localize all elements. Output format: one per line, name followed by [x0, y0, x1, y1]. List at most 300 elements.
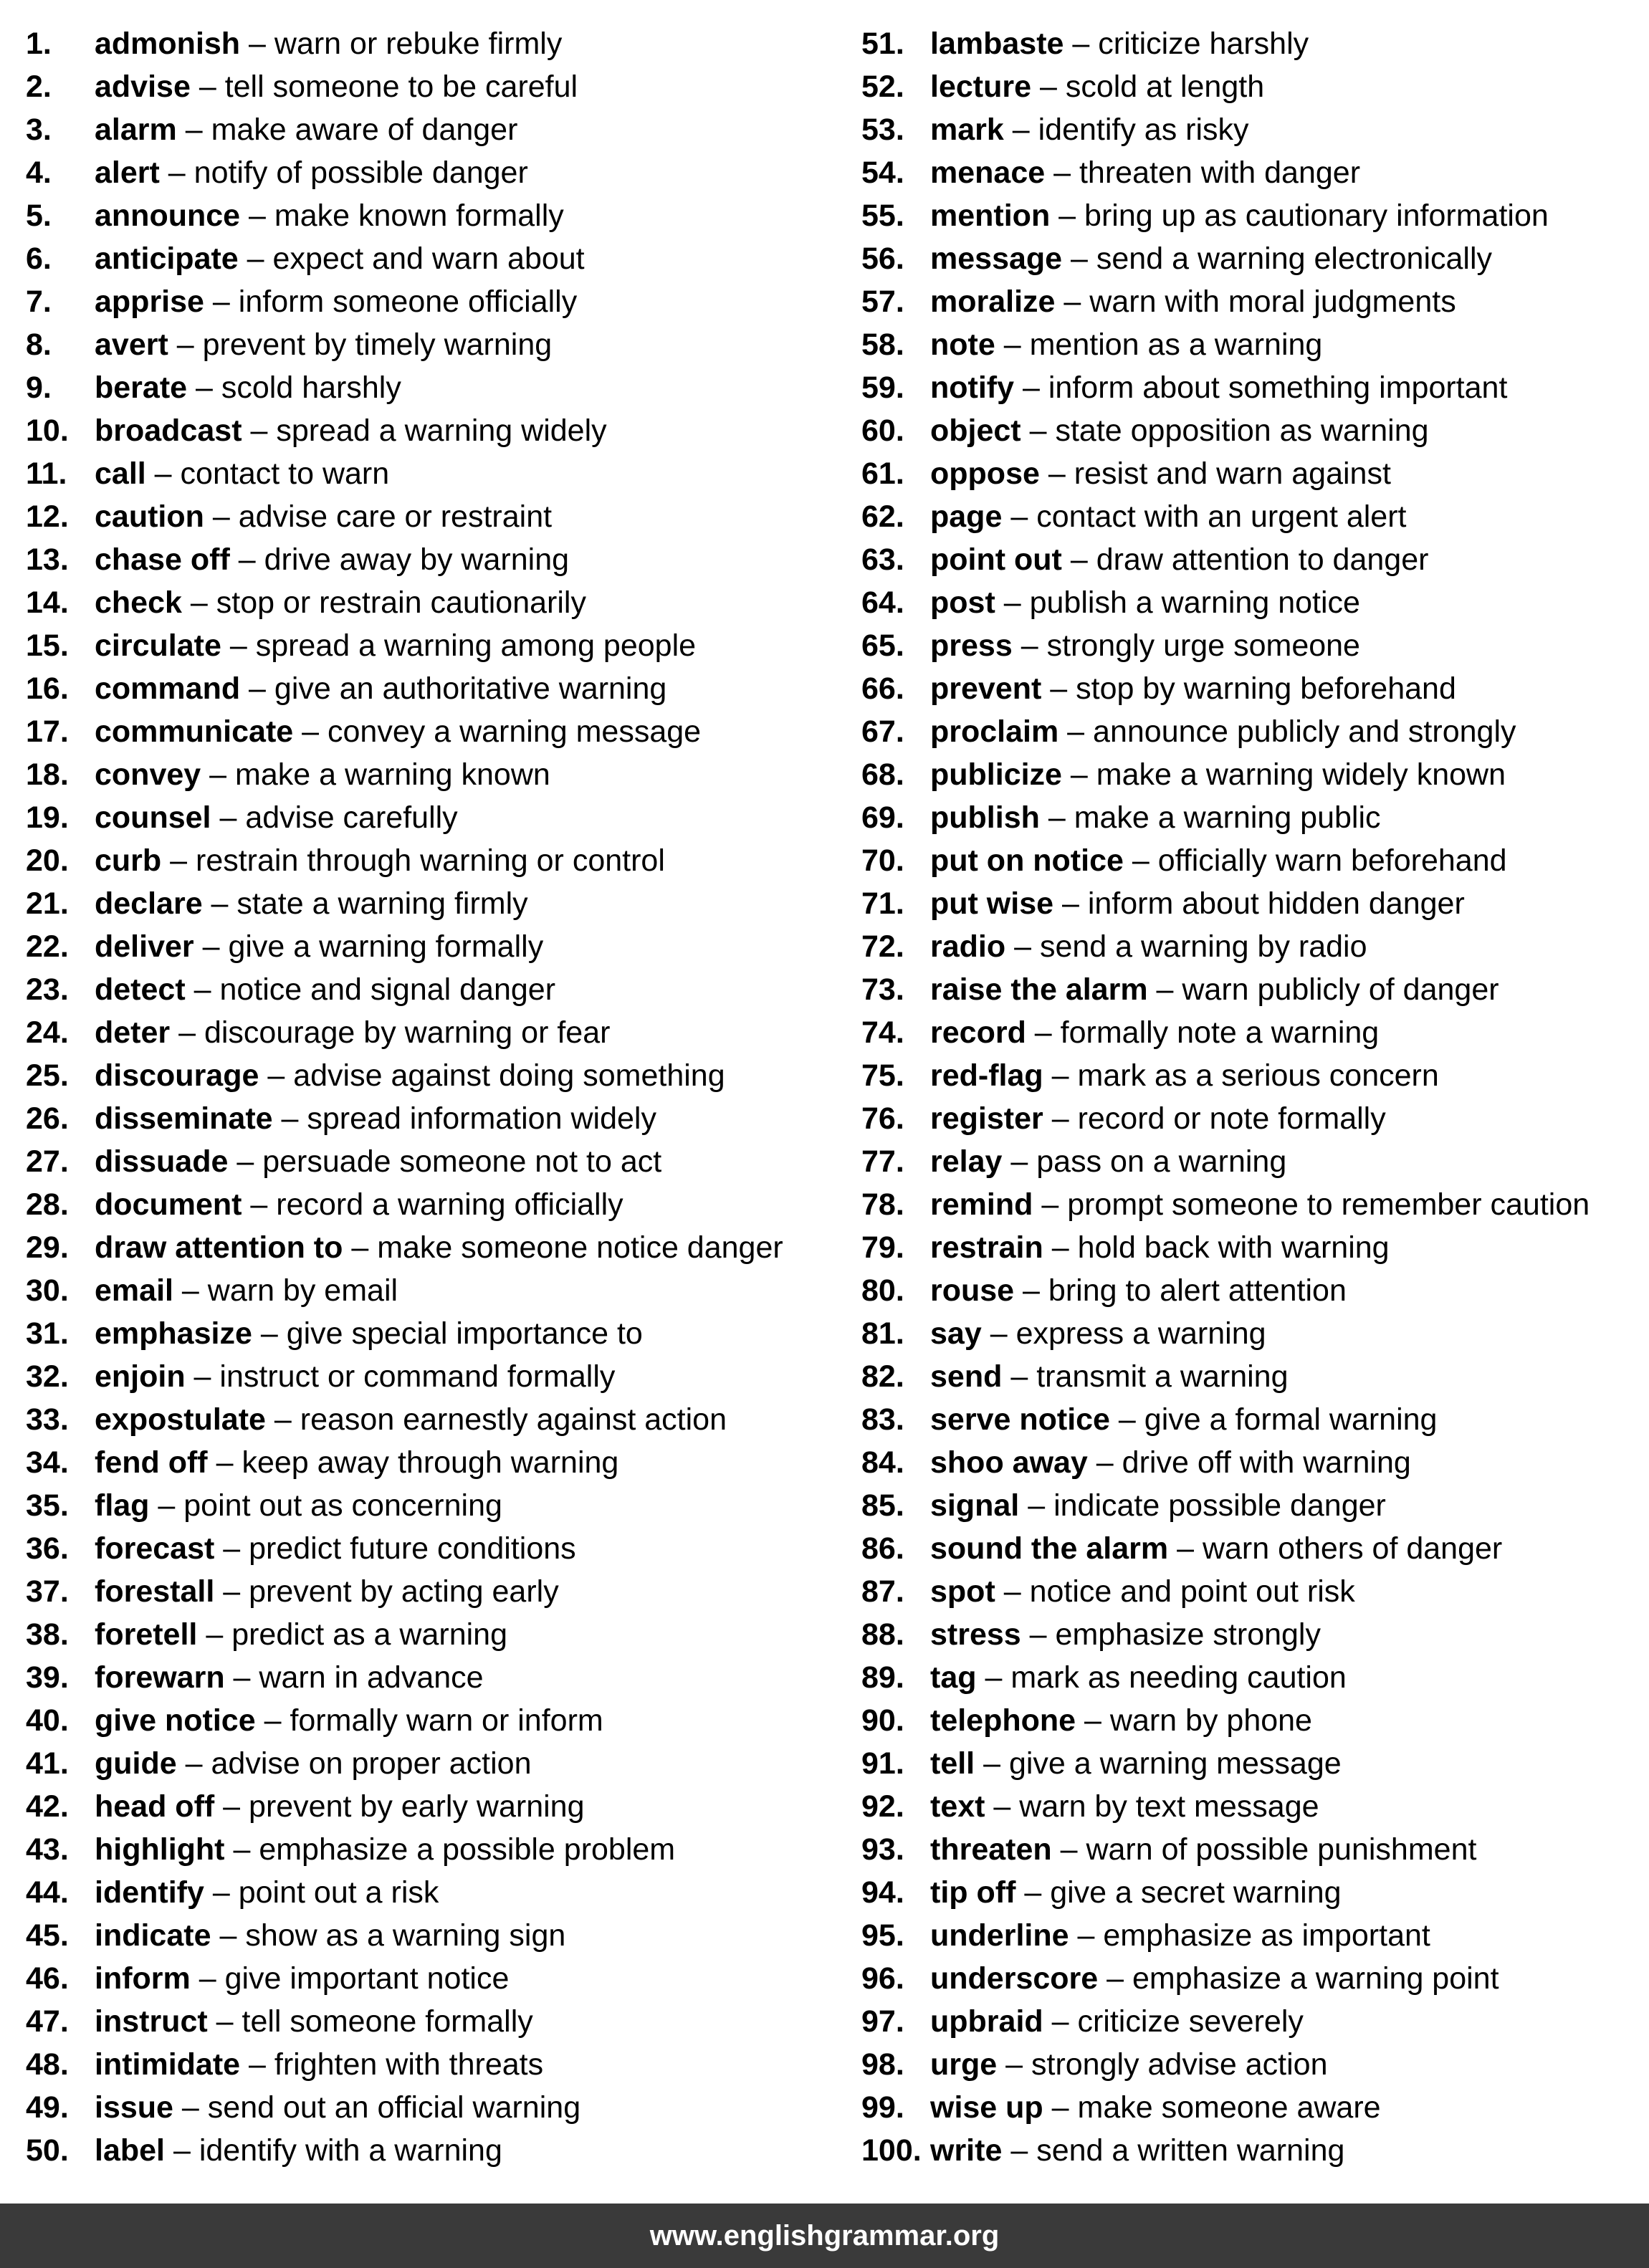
entry-definition: mark as needing caution: [1010, 1660, 1347, 1695]
entry-separator: –: [238, 241, 273, 276]
entry-number: 50.: [26, 2133, 69, 2168]
entry-term: threaten: [930, 1832, 1052, 1867]
entry-separator: –: [224, 1660, 259, 1695]
word-entry: [26, 65, 850, 108]
entry-separator: –: [214, 1531, 249, 1566]
entry-number: 68.: [861, 757, 904, 792]
entry-definition: publish a warning notice: [1029, 585, 1360, 620]
entry-definition: convey a warning message: [328, 714, 702, 749]
entry-term: tell: [930, 1746, 975, 1781]
entry-separator: –: [240, 27, 274, 61]
word-entry: [26, 452, 850, 495]
entry-term: forecast: [95, 1531, 215, 1566]
entry-definition: prompt someone to remember caution: [1067, 1187, 1590, 1222]
entry-separator: –: [1043, 1230, 1078, 1265]
entry-separator: –: [985, 1789, 1020, 1824]
word-entry: [26, 323, 850, 366]
entry-term: underscore: [930, 1961, 1099, 1996]
entry-number: 96.: [861, 1961, 904, 1996]
entry-separator: –: [224, 1832, 259, 1867]
entry-number: 23.: [26, 972, 69, 1007]
entry-definition: bring to alert attention: [1048, 1273, 1347, 1308]
entry-number: 89.: [861, 1660, 904, 1695]
entry-term: serve notice: [930, 1402, 1110, 1437]
entry-term: remind: [930, 1187, 1033, 1222]
word-entry: [861, 366, 1649, 409]
entry-definition: prevent by acting early: [249, 1574, 559, 1609]
entry-separator: –: [176, 1746, 211, 1781]
entry-term: register: [930, 1101, 1043, 1136]
entry-definition: point out a risk: [238, 1875, 439, 1910]
entry-separator: –: [1168, 1531, 1203, 1566]
entry-term: advise: [95, 70, 191, 104]
entry-definition: show as a warning sign: [245, 1918, 566, 1953]
entry-number: 40.: [26, 1703, 69, 1738]
entry-definition: notice and signal danger: [219, 972, 556, 1007]
word-entry: [861, 1398, 1649, 1441]
entry-term: spot: [930, 1574, 995, 1609]
entry-separator: –: [221, 628, 256, 663]
word-entry: [861, 1871, 1649, 1914]
entry-definition: restrain through warning or control: [196, 843, 665, 878]
entry-separator: –: [185, 1359, 220, 1394]
entry-separator: –: [240, 198, 274, 233]
entry-definition: state opposition as warning: [1055, 413, 1429, 448]
entry-number: 90.: [861, 1703, 904, 1738]
entry-term: disseminate: [95, 1101, 273, 1136]
entry-definition: scold harshly: [221, 370, 401, 405]
entry-term: anticipate: [95, 241, 239, 276]
word-entry: [26, 624, 850, 667]
entry-number: 76.: [861, 1101, 904, 1136]
entry-separator: –: [211, 1918, 246, 1953]
entry-number: 21.: [26, 886, 69, 921]
entry-separator: –: [975, 1746, 1009, 1781]
entry-number: 17.: [26, 714, 69, 749]
entry-number: 79.: [861, 1230, 904, 1265]
entry-definition: prevent by timely warning: [202, 327, 553, 362]
entry-number: 98.: [861, 2047, 904, 2082]
entry-separator: –: [1039, 456, 1074, 491]
entry-definition: notify of possible danger: [193, 155, 528, 190]
entry-separator: –: [1076, 1703, 1110, 1738]
word-entry: [861, 667, 1649, 710]
entry-separator: –: [995, 585, 1030, 620]
entry-term: chase off: [95, 542, 230, 577]
entry-definition: expect and warn about: [272, 241, 585, 276]
entry-definition: emphasize a warning point: [1132, 1961, 1499, 1996]
word-entry: [861, 1656, 1649, 1699]
entry-number: 75.: [861, 1058, 904, 1093]
entry-definition: record or note formally: [1077, 1101, 1386, 1136]
entry-term: rouse: [930, 1273, 1015, 1308]
entry-number: 20.: [26, 843, 69, 878]
entry-term: guide: [95, 1746, 177, 1781]
entry-number: 12.: [26, 499, 69, 534]
word-entry: [861, 1484, 1649, 1527]
entry-term: caution: [95, 499, 204, 534]
entry-definition: bring up as cautionary information: [1084, 198, 1549, 233]
entry-definition: express a warning: [1015, 1316, 1266, 1351]
entry-number: 35.: [26, 1488, 69, 1523]
entry-definition: transmit a warning: [1036, 1359, 1289, 1394]
entry-number: 93.: [861, 1832, 904, 1867]
entry-definition: give special importance to: [286, 1316, 643, 1351]
entry-number: 13.: [26, 542, 69, 577]
entry-number: 46.: [26, 1961, 69, 1996]
entry-term: circulate: [95, 628, 221, 663]
entry-separator: –: [165, 2133, 199, 2168]
entry-separator: –: [259, 1058, 294, 1093]
entry-separator: –: [1061, 542, 1096, 577]
entry-number: 85.: [861, 1488, 904, 1523]
word-entry: [861, 1269, 1649, 1312]
entry-separator: –: [981, 1316, 1016, 1351]
entry-definition: strongly advise action: [1031, 2047, 1328, 2082]
word-entry: [861, 280, 1649, 323]
word-entry: [26, 1785, 850, 1828]
entry-number: 61.: [861, 456, 904, 491]
word-entry: [26, 968, 850, 1011]
word-entry: [26, 1226, 850, 1269]
entry-definition: inform about something important: [1048, 370, 1508, 405]
word-entry: [26, 1441, 850, 1484]
word-entry: [861, 581, 1649, 624]
entry-term: relay: [930, 1144, 1003, 1179]
word-entry: [26, 1011, 850, 1054]
entry-term: check: [95, 585, 182, 620]
entry-term: object: [930, 413, 1021, 448]
entry-separator: –: [255, 1703, 290, 1738]
entry-number: 78.: [861, 1187, 904, 1222]
entry-term: foretell: [95, 1617, 198, 1652]
entry-term: emphasize: [95, 1316, 252, 1351]
entry-separator: –: [207, 1445, 242, 1480]
entry-definition: inform someone officially: [238, 284, 578, 319]
entry-definition: mention as a warning: [1029, 327, 1323, 362]
word-entry: [26, 1097, 850, 1140]
entry-number: 44.: [26, 1875, 69, 1910]
entry-separator: –: [187, 370, 221, 405]
entry-number: 4.: [26, 155, 52, 190]
entry-term: publish: [930, 800, 1040, 835]
entry-definition: warn or rebuke firmly: [274, 27, 563, 61]
entry-term: counsel: [95, 800, 211, 835]
word-entry: [861, 1097, 1649, 1140]
entry-number: 88.: [861, 1617, 904, 1652]
entry-number: 73.: [861, 972, 904, 1007]
entry-term: wise up: [930, 2090, 1043, 2125]
entry-number: 38.: [26, 1617, 69, 1652]
entry-number: 62.: [861, 499, 904, 534]
entry-definition: send a warning electronically: [1096, 241, 1493, 276]
entry-separator: –: [211, 800, 246, 835]
entry-term: instruct: [95, 2004, 208, 2039]
entry-definition: mark as a serious concern: [1077, 1058, 1439, 1093]
entry-separator: –: [265, 1402, 300, 1437]
word-entry: [861, 108, 1649, 151]
word-entry: [26, 409, 850, 452]
entry-separator: –: [176, 113, 211, 147]
entry-number: 33.: [26, 1402, 69, 1437]
entry-separator: –: [252, 1316, 287, 1351]
entry-term: expostulate: [95, 1402, 266, 1437]
word-entry: [861, 753, 1649, 796]
entry-term: tag: [930, 1660, 977, 1695]
entry-term: upbraid: [930, 2004, 1043, 2039]
entry-term: email: [95, 1273, 173, 1308]
word-entry: [26, 2086, 850, 2129]
entry-definition: warn by phone: [1109, 1703, 1312, 1738]
word-entry: [26, 538, 850, 581]
entry-separator: –: [201, 757, 236, 792]
entry-term: write: [930, 2133, 1003, 2168]
word-entry: [861, 882, 1649, 925]
entry-number: 36.: [26, 1531, 69, 1566]
entry-term: alert: [95, 155, 160, 190]
entry-term: declare: [95, 886, 203, 921]
entry-term: convey: [95, 757, 201, 792]
entry-term: draw attention to: [95, 1230, 343, 1265]
entry-separator: –: [1050, 198, 1085, 233]
entry-number: 53.: [861, 113, 904, 147]
entry-definition: warn by email: [207, 1273, 398, 1308]
entry-definition: send a warning by radio: [1039, 929, 1367, 964]
word-entry: [861, 1742, 1649, 1785]
entry-definition: warn others of danger: [1202, 1531, 1503, 1566]
entry-number: 84.: [861, 1445, 904, 1480]
entry-number: 30.: [26, 1273, 69, 1308]
entry-number: 9.: [26, 370, 52, 405]
word-entry: [861, 796, 1649, 839]
entry-number: 77.: [861, 1144, 904, 1179]
entry-separator: –: [1041, 671, 1076, 706]
entry-definition: stop or restrain cautionarily: [216, 585, 586, 620]
entry-definition: give a warning formally: [228, 929, 544, 964]
entry-separator: –: [168, 327, 203, 362]
entry-number: 6.: [26, 241, 52, 276]
entry-definition: give an authoritative warning: [274, 671, 667, 706]
entry-number: 19.: [26, 800, 69, 835]
entry-number: 48.: [26, 2047, 69, 2082]
entry-term: oppose: [930, 456, 1040, 491]
word-entry: [26, 1656, 850, 1699]
entry-definition: emphasize strongly: [1055, 1617, 1321, 1652]
entry-term: notify: [930, 370, 1015, 405]
word-entry: [26, 1871, 850, 1914]
entry-number: 70.: [861, 843, 904, 878]
entry-separator: –: [190, 70, 225, 104]
entry-definition: resist and warn against: [1074, 456, 1391, 491]
entry-term: communicate: [95, 714, 294, 749]
word-entry: [26, 1312, 850, 1355]
entry-term: red-flag: [930, 1058, 1043, 1093]
entry-separator: –: [1062, 241, 1096, 276]
word-entry: [26, 1355, 850, 1398]
word-entry: [861, 1226, 1649, 1269]
entry-separator: –: [1087, 1445, 1122, 1480]
word-entry: [861, 968, 1649, 1011]
entry-term: mention: [930, 198, 1051, 233]
entry-term: raise the alarm: [930, 972, 1148, 1007]
entry-definition: emphasize as important: [1103, 1918, 1430, 1953]
entry-separator: –: [214, 1574, 249, 1609]
word-entry: [861, 710, 1649, 753]
entry-separator: –: [1005, 929, 1040, 964]
entry-definition: reason earnestly against action: [300, 1402, 727, 1437]
entry-term: head off: [95, 1789, 215, 1824]
entry-number: 69.: [861, 800, 904, 835]
entry-number: 54.: [861, 155, 904, 190]
word-entry: [26, 1484, 850, 1527]
entry-separator: –: [1031, 70, 1066, 104]
word-entry: [861, 1054, 1649, 1097]
entry-separator: –: [1064, 27, 1099, 61]
entry-number: 47.: [26, 2004, 69, 2039]
entry-term: publicize: [930, 757, 1062, 792]
word-entry: [26, 108, 850, 151]
entry-separator: –: [214, 1789, 249, 1824]
entry-separator: –: [1021, 413, 1056, 448]
entry-separator: –: [1055, 284, 1090, 319]
entry-definition: give a formal warning: [1144, 1402, 1438, 1437]
entry-term: deliver: [95, 929, 194, 964]
entry-term: deter: [95, 1015, 171, 1050]
entry-number: 97.: [861, 2004, 904, 2039]
word-entry: [26, 2043, 850, 2086]
entry-number: 71.: [861, 886, 904, 921]
word-entry: [26, 1957, 850, 2000]
entry-number: 37.: [26, 1574, 69, 1609]
word-entry: [861, 323, 1649, 366]
entry-definition: contact to warn: [180, 456, 390, 491]
entry-term: issue: [95, 2090, 173, 2125]
entry-separator: –: [173, 2090, 208, 2125]
entry-term: curb: [95, 843, 162, 878]
entry-term: stress: [930, 1617, 1021, 1652]
entry-term: lecture: [930, 70, 1032, 104]
word-entry: [26, 1570, 850, 1613]
entry-separator: –: [1043, 1101, 1078, 1136]
entry-number: 39.: [26, 1660, 69, 1695]
entry-term: forestall: [95, 1574, 215, 1609]
entry-definition: make a warning public: [1074, 800, 1381, 835]
entry-definition: warn of possible punishment: [1086, 1832, 1477, 1867]
entry-separator: –: [1045, 155, 1079, 190]
entry-number: 14.: [26, 585, 69, 620]
entry-separator: –: [185, 972, 220, 1007]
word-entry: [26, 1742, 850, 1785]
entry-separator: –: [1098, 1961, 1133, 1996]
entry-definition: drive away by warning: [264, 542, 570, 577]
word-entry: [861, 151, 1649, 194]
entry-number: 25.: [26, 1058, 69, 1093]
entry-definition: spread a warning widely: [276, 413, 607, 448]
entry-separator: –: [1002, 1144, 1037, 1179]
entry-separator: –: [207, 2004, 242, 2039]
entry-definition: officially warn beforehand: [1157, 843, 1507, 878]
entry-term: tip off: [930, 1875, 1016, 1910]
word-entry: [861, 1785, 1649, 1828]
footer-bar: [0, 2204, 1649, 2268]
entry-definition: advise on proper action: [211, 1746, 532, 1781]
entry-number: 83.: [861, 1402, 904, 1437]
entry-separator: –: [1051, 1832, 1086, 1867]
entry-definition: send out an official warning: [207, 2090, 581, 2125]
entry-separator: –: [1123, 843, 1158, 878]
entry-separator: –: [159, 155, 194, 190]
entry-number: 94.: [861, 1875, 904, 1910]
entry-separator: –: [1069, 1918, 1104, 1953]
entry-term: restrain: [930, 1230, 1043, 1265]
entry-term: call: [95, 456, 146, 491]
entry-term: point out: [930, 542, 1062, 577]
entry-definition: make someone aware: [1077, 2090, 1381, 2125]
entry-separator: –: [1014, 1273, 1048, 1308]
entry-separator: –: [293, 714, 328, 749]
word-entry: [861, 1441, 1649, 1484]
entry-term: sound the alarm: [930, 1531, 1169, 1566]
word-entry: [26, 1527, 850, 1570]
entry-separator: –: [204, 499, 239, 534]
entry-separator: –: [1012, 628, 1047, 663]
entry-term: put on notice: [930, 843, 1124, 878]
entry-definition: make aware of danger: [211, 113, 518, 147]
entry-number: 5.: [26, 198, 52, 233]
word-entry: [861, 2000, 1649, 2043]
word-entry: [26, 753, 850, 796]
entry-definition: pass on a warning: [1036, 1144, 1287, 1179]
entry-definition: emphasize a possible problem: [259, 1832, 676, 1867]
entry-number: 87.: [861, 1574, 904, 1609]
entry-number: 60.: [861, 413, 904, 448]
entry-separator: –: [240, 671, 274, 706]
entry-separator: –: [1061, 757, 1096, 792]
entry-number: 66.: [861, 671, 904, 706]
entry-term: menace: [930, 155, 1046, 190]
entry-separator: –: [202, 886, 237, 921]
entry-definition: predict as a warning: [231, 1617, 508, 1652]
word-entry: [26, 581, 850, 624]
word-entry: [861, 237, 1649, 280]
word-entry: [26, 237, 850, 280]
word-entry: [26, 495, 850, 538]
entry-definition: instruct or command formally: [219, 1359, 616, 1394]
entry-definition: warn by text message: [1019, 1789, 1319, 1824]
entry-separator: –: [190, 1961, 225, 1996]
entry-separator: –: [1039, 800, 1074, 835]
word-entry: [861, 1011, 1649, 1054]
word-entry: [26, 22, 850, 65]
entry-definition: hold back with warning: [1077, 1230, 1390, 1265]
word-entry: [861, 1527, 1649, 1570]
word-entry: [26, 1914, 850, 1957]
entry-definition: point out as concerning: [183, 1488, 502, 1523]
entry-term: highlight: [95, 1832, 225, 1867]
word-list-right-column: [861, 22, 1649, 2172]
word-entry: [861, 1828, 1649, 1871]
entry-definition: keep away through warning: [242, 1445, 619, 1480]
entry-separator: –: [1033, 1187, 1068, 1222]
footer-url: www.englishgrammar.org: [649, 2220, 1000, 2252]
entry-term: urge: [930, 2047, 998, 2082]
entry-number: 58.: [861, 327, 904, 362]
entry-separator: –: [242, 413, 277, 448]
entry-term: label: [95, 2133, 165, 2168]
entry-definition: identify with a warning: [199, 2133, 502, 2168]
entry-term: shoo away: [930, 1445, 1088, 1480]
entry-definition: indicate possible danger: [1053, 1488, 1386, 1523]
